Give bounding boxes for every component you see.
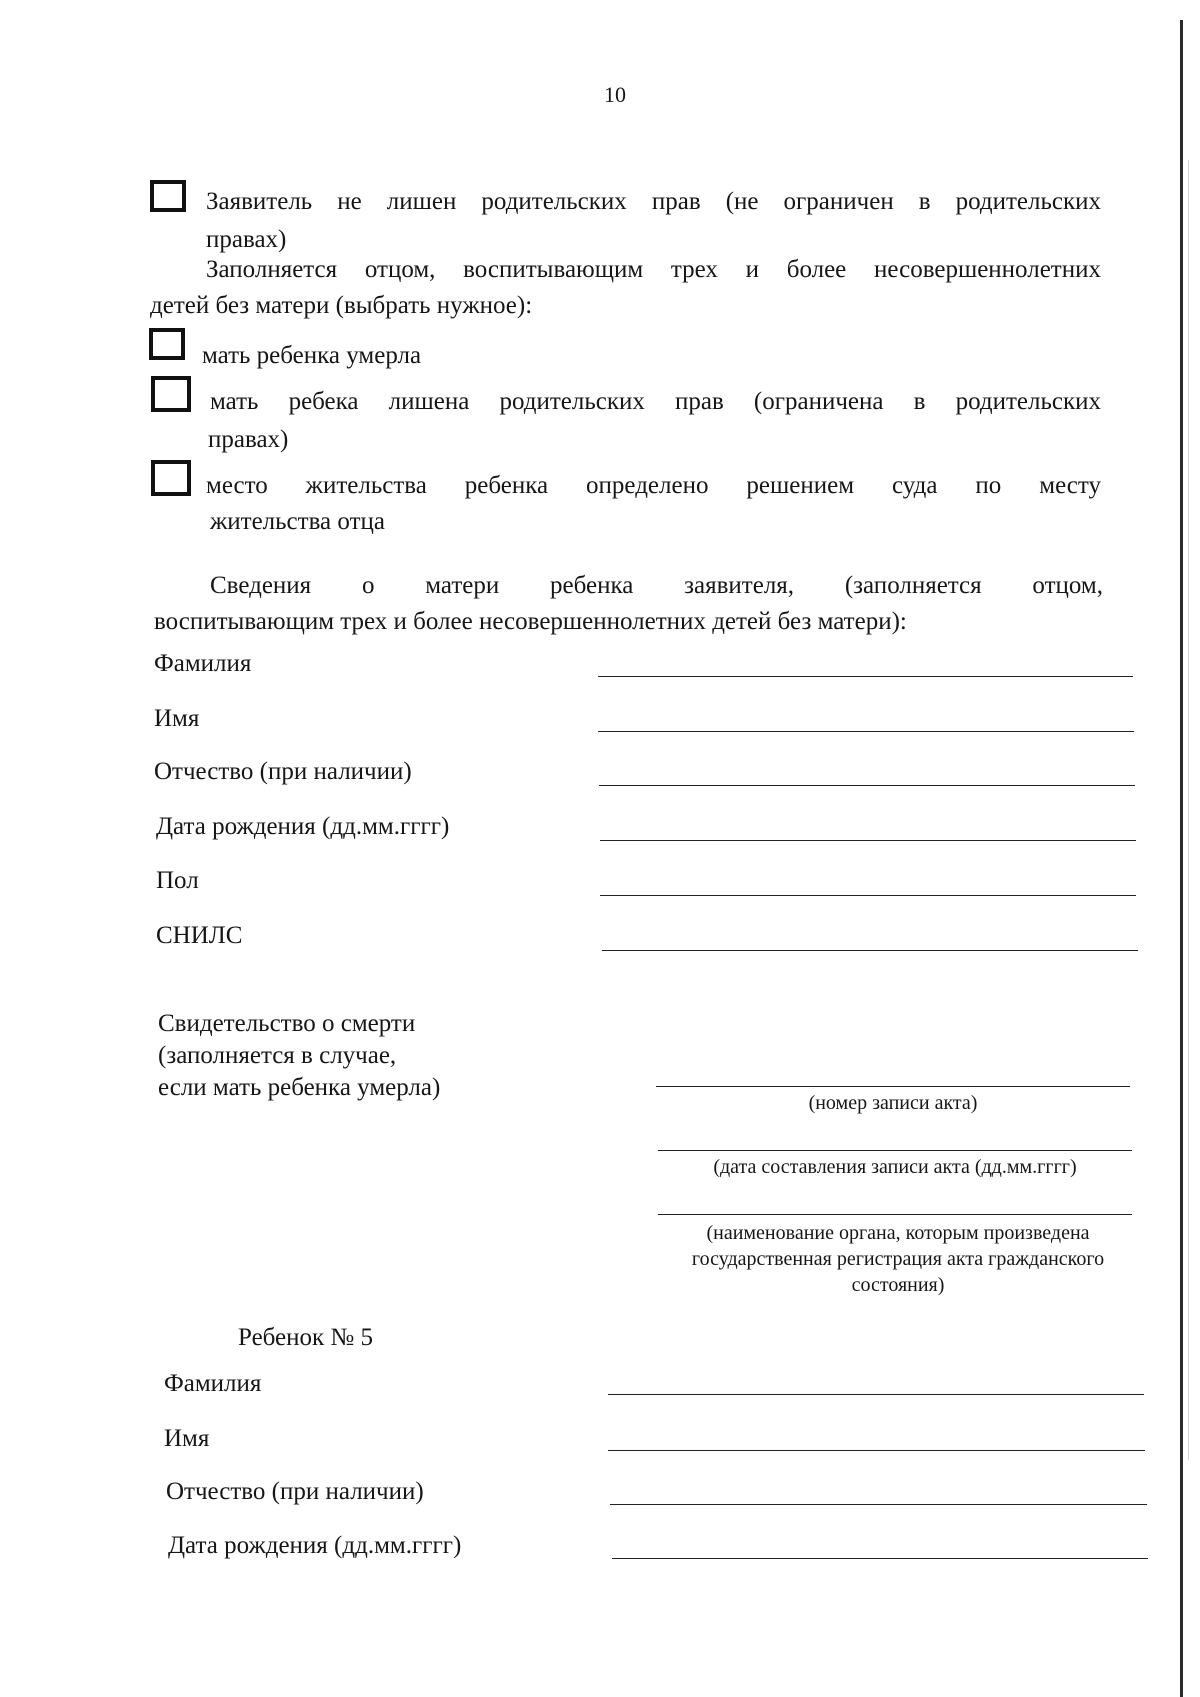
death-certificate-line3: если мать ребенка умерла) — [158, 1074, 441, 1101]
mother-info-heading-line2: воспитывающим трех и более несовершеннолетних детей без матери): — [154, 608, 907, 635]
mother-deprived-checkbox[interactable] — [151, 376, 191, 412]
child5-patronymic-label: Отчество (при наличии) — [166, 1478, 424, 1505]
death-authority-caption-line1: (наименование органа, которым произведена — [706, 1222, 1090, 1244]
death-record-number-input[interactable] — [656, 1086, 1130, 1087]
mother-name-input[interactable] — [598, 731, 1134, 732]
child5-surname-input[interactable] — [608, 1394, 1144, 1395]
death-record-number-caption: (номер записи акта) — [808, 1092, 978, 1114]
applicant-rights-line2: правах) — [206, 226, 287, 253]
residence-line2: жительства отца — [210, 508, 385, 535]
mother-deprived-line2: правах) — [208, 426, 289, 453]
child5-birth-date-input[interactable] — [612, 1558, 1148, 1559]
mother-surname-input[interactable] — [598, 676, 1133, 677]
child5-surname-label: Фамилия — [164, 1370, 262, 1397]
death-record-date-caption: (дата составления записи акта (дд.мм.гггг) — [713, 1156, 1077, 1178]
page-number: 10 — [604, 82, 626, 107]
mother-snils-label: СНИЛС — [156, 922, 243, 949]
child5-patronymic-input[interactable] — [610, 1504, 1147, 1505]
mother-name-label: Имя — [154, 705, 200, 732]
mother-surname-label: Фамилия — [154, 650, 252, 677]
mother-patronymic-label: Отчество (при наличии) — [154, 758, 412, 785]
death-certificate-line2: (заполняется в случае, — [158, 1042, 397, 1069]
child5-birth-date-label: Дата рождения (дд.мм.гггг) — [168, 1532, 462, 1559]
mother-gender-input[interactable] — [600, 895, 1136, 896]
applicant-rights-checkbox[interactable] — [150, 180, 186, 212]
child5-heading: Ребенок № 5 — [238, 1324, 374, 1351]
mother-info-heading-line1: Сведения о матери ребенка заявителя, (заполняется отцом, — [210, 572, 1103, 599]
mother-died-label: мать ребенка умерла — [202, 342, 422, 369]
mother-died-checkbox[interactable] — [149, 328, 185, 360]
residence-checkbox[interactable] — [151, 460, 191, 496]
page-edge-shadow — [1188, 160, 1189, 1460]
death-authority-caption-line3: состояния) — [851, 1274, 945, 1296]
mother-patronymic-input[interactable] — [599, 785, 1135, 786]
mother-snils-input[interactable] — [602, 950, 1138, 951]
death-authority-input[interactable] — [658, 1214, 1132, 1215]
mother-gender-label: Пол — [156, 867, 199, 894]
residence-line1: место жительства ребенка определено решением суда по месту — [206, 472, 1101, 499]
child5-name-input[interactable] — [608, 1450, 1145, 1451]
child5-name-label: Имя — [164, 1425, 210, 1452]
mother-deprived-line1: мать ребека лишена родительских прав (ограничена в родительских — [210, 388, 1101, 415]
death-authority-caption-line2: государственная регистрация акта гражданского — [691, 1248, 1105, 1270]
death-certificate-line1: Свидетельство о смерти — [158, 1010, 416, 1037]
mother-birth-date-label: Дата рождения (дд.мм.гггг) — [156, 813, 450, 840]
page-edge — [1180, 20, 1183, 1697]
mother-birth-date-input[interactable] — [600, 840, 1136, 841]
father-intro-line1: Заполняется отцом, воспитывающим трех и более несовершеннолетних — [206, 256, 1101, 283]
father-intro-line2: детей без матери (выбрать нужное): — [150, 292, 533, 319]
applicant-rights-line1: Заявитель не лишен родительских прав (не ограничен в родительских — [206, 188, 1101, 215]
death-record-date-input[interactable] — [658, 1150, 1132, 1151]
